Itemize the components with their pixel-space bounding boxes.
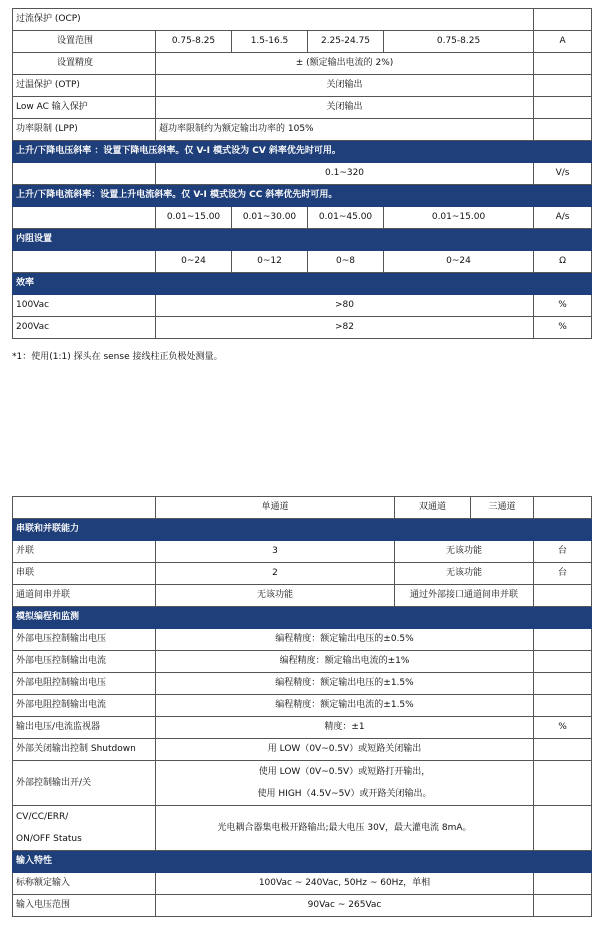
analog-value-3: 编程精度：额定输出电压的±1.5% <box>156 673 534 695</box>
ocp-range-dual: 1.5-16.5 <box>232 31 308 53</box>
lpp-value: 超功率限制约为额定输出功率的 105% <box>156 119 534 141</box>
col-dual-header: 双通道 <box>395 497 471 519</box>
otp-label: 过温保护 (OTP) <box>13 75 156 97</box>
analog-label-3: 外部电阻控制输出电压 <box>13 673 156 695</box>
curr-slew-header: 上升/下降电流斜率：设置上升电流斜率。仅 V-I 模式设为 CC 斜率优先时可用。 <box>13 185 534 207</box>
ocp-range-other: 0.75-8.25 <box>384 31 534 53</box>
eff-200-label: 200Vac <box>13 317 156 339</box>
empty-cell <box>13 497 156 519</box>
empty-cell <box>534 651 592 673</box>
analog-label-2: 外部电压控制输出电流 <box>13 651 156 673</box>
rated-input-label: 标称额定输入 <box>13 873 156 895</box>
series-header: 串联和并联能力 <box>13 519 534 541</box>
parallel-label: 并联 <box>13 541 156 563</box>
table-row <box>13 651 592 673</box>
status-label-line-1: CV/CC/ERR/ <box>16 812 69 822</box>
analog-label-4: 外部电阻控制输出电流 <box>13 695 156 717</box>
ocp-range-triple: 2.25-24.75 <box>308 31 384 53</box>
table-row <box>13 31 592 53</box>
empty-cell <box>534 53 592 75</box>
status-label <box>13 806 156 851</box>
empty-cell <box>534 497 592 519</box>
table-row <box>13 9 592 31</box>
onoff-label: 外部控制输出开/关 <box>13 761 156 806</box>
input-range-label: 输入电压范围 <box>13 895 156 917</box>
footnote: *1：使用(1:1) 探头在 sense 接线柱正负极处测量。 <box>12 352 223 362</box>
analog-value-4: 编程精度：额定输出电流的±1.5% <box>156 695 534 717</box>
ocp-range-unit: A <box>534 31 592 53</box>
series-na: 无该功能 <box>395 563 534 585</box>
analog-value-1: 编程精度：额定输出电压的±0.5% <box>156 629 534 651</box>
parallel-value: 3 <box>156 541 395 563</box>
eff-200-unit: % <box>534 317 592 339</box>
curr-slew-other: 0.01~15.00 <box>384 207 534 229</box>
empty-cell <box>534 695 592 717</box>
table-row <box>13 629 592 651</box>
volt-slew-value: 0.1~320 <box>156 163 534 185</box>
rated-input-value: 100Vac ~ 240Vac, 50Hz ~ 60Hz，单相 <box>156 873 534 895</box>
table-row <box>13 53 592 75</box>
table-row <box>13 739 592 761</box>
inter-label: 通道间串并联 <box>13 585 156 607</box>
volt-slew-unit: V/s <box>534 163 592 185</box>
header-filler <box>534 519 592 541</box>
empty-cell <box>534 585 592 607</box>
table-row <box>13 541 592 563</box>
ocp-accuracy-label: 设置精度 <box>13 53 156 75</box>
header-filler <box>534 851 592 873</box>
series-label: 串联 <box>13 563 156 585</box>
res-triple: 0~8 <box>308 251 384 273</box>
status-value: 光电耦合器集电极开路输出;最大电压 30V，最大灌电流 8mA。 <box>156 806 534 851</box>
curr-slew-dual: 0.01~30.00 <box>232 207 308 229</box>
header-filler <box>534 229 592 251</box>
inter-single: 无该功能 <box>156 585 395 607</box>
empty-cell <box>534 75 592 97</box>
parallel-unit: 台 <box>534 541 592 563</box>
eff-100-unit: % <box>534 295 592 317</box>
res-unit: Ω <box>534 251 592 273</box>
section-header-row <box>13 141 592 163</box>
table-row <box>13 895 592 917</box>
table-row <box>13 75 592 97</box>
spec-table-analog <box>12 496 592 917</box>
empty-cell <box>13 163 156 185</box>
monitor-unit: % <box>534 717 592 739</box>
ocp-range-label: 设置范围 <box>13 31 156 53</box>
section-header-row <box>13 273 592 295</box>
eff-100-value: >80 <box>156 295 534 317</box>
empty-cell <box>534 873 592 895</box>
empty-cell <box>534 673 592 695</box>
table-row <box>13 295 592 317</box>
res-other: 0~24 <box>384 251 534 273</box>
section-header-row <box>13 607 592 629</box>
section-header-row <box>13 519 592 541</box>
shutdown-value: 用 LOW（0V~0.5V）或短路关闭输出 <box>156 739 534 761</box>
onoff-value-line-2: 使用 HIGH（4.5V~5V）或开路关闭输出。 <box>257 789 432 799</box>
col-single-header: 单通道 <box>156 497 395 519</box>
ocp-range-single: 0.75-8.25 <box>156 31 232 53</box>
res-single: 0~24 <box>156 251 232 273</box>
col-triple-header: 三通道 <box>471 497 534 519</box>
onoff-value <box>156 761 534 806</box>
table-row <box>13 806 592 851</box>
monitor-label: 输出电压/电流监视器 <box>13 717 156 739</box>
table-row <box>13 251 592 273</box>
lowac-value: 关闭输出 <box>156 97 534 119</box>
section-header-row <box>13 851 592 873</box>
lpp-label: 功率限制 (LPP) <box>13 119 156 141</box>
eff-100-label: 100Vac <box>13 295 156 317</box>
status-label-line-2: ON/OFF Status <box>16 834 82 844</box>
analog-label-1: 外部电压控制输出电压 <box>13 629 156 651</box>
empty-cell <box>534 119 592 141</box>
res-header: 内阻设置 <box>13 229 534 251</box>
header-filler <box>534 273 592 295</box>
table-row <box>13 97 592 119</box>
section-header-row <box>13 229 592 251</box>
curr-slew-unit: A/s <box>534 207 592 229</box>
table-row <box>13 563 592 585</box>
monitor-value: 精度：±1 <box>156 717 534 739</box>
empty-cell <box>13 251 156 273</box>
table-row <box>13 673 592 695</box>
empty-cell <box>534 629 592 651</box>
otp-value: 关闭输出 <box>156 75 534 97</box>
shutdown-label: 外部关闭输出控制 Shutdown <box>13 739 156 761</box>
empty-cell <box>13 207 156 229</box>
header-filler <box>534 607 592 629</box>
empty-cell <box>534 895 592 917</box>
series-value: 2 <box>156 563 395 585</box>
empty-cell <box>534 761 592 806</box>
parallel-na: 无该功能 <box>395 541 534 563</box>
header-filler <box>534 185 592 207</box>
series-unit: 台 <box>534 563 592 585</box>
empty-cell <box>534 9 592 31</box>
table-row <box>13 119 592 141</box>
section-header-row <box>13 185 592 207</box>
table-row <box>13 873 592 895</box>
ocp-title: 过流保护 (OCP) <box>13 9 534 31</box>
header-filler <box>534 141 592 163</box>
analog-header: 模拟编程和监测 <box>13 607 534 629</box>
curr-slew-single: 0.01~15.00 <box>156 207 232 229</box>
table-row <box>13 207 592 229</box>
table-row <box>13 695 592 717</box>
table-row <box>13 317 592 339</box>
eff-200-value: >82 <box>156 317 534 339</box>
onoff-value-line-1: 使用 LOW（0V~0.5V）或短路打开输出， <box>258 767 431 777</box>
eff-header: 效率 <box>13 273 534 295</box>
spec-table-protection <box>12 8 592 339</box>
table-row <box>13 497 592 519</box>
empty-cell <box>534 806 592 851</box>
res-dual: 0~12 <box>232 251 308 273</box>
curr-slew-triple: 0.01~45.00 <box>308 207 384 229</box>
table-row <box>13 585 592 607</box>
empty-cell <box>534 97 592 119</box>
ocp-accuracy-value: ± (额定输出电流的 2%) <box>156 53 534 75</box>
lowac-label: Low AC 输入保护 <box>13 97 156 119</box>
table-row <box>13 163 592 185</box>
input-header: 输入特性 <box>13 851 534 873</box>
empty-cell <box>534 739 592 761</box>
volt-slew-header: 上升/下降电压斜率 ：设置下降电压斜率。仅 V-I 模式设为 CV 斜率优先时可用。 <box>13 141 534 163</box>
analog-value-2: 编程精度：额定输出电流的±1% <box>156 651 534 673</box>
table-row <box>13 717 592 739</box>
inter-multi: 通过外部接口通道间串并联 <box>395 585 534 607</box>
input-range-value: 90Vac ~ 265Vac <box>156 895 534 917</box>
table-row <box>13 761 592 806</box>
